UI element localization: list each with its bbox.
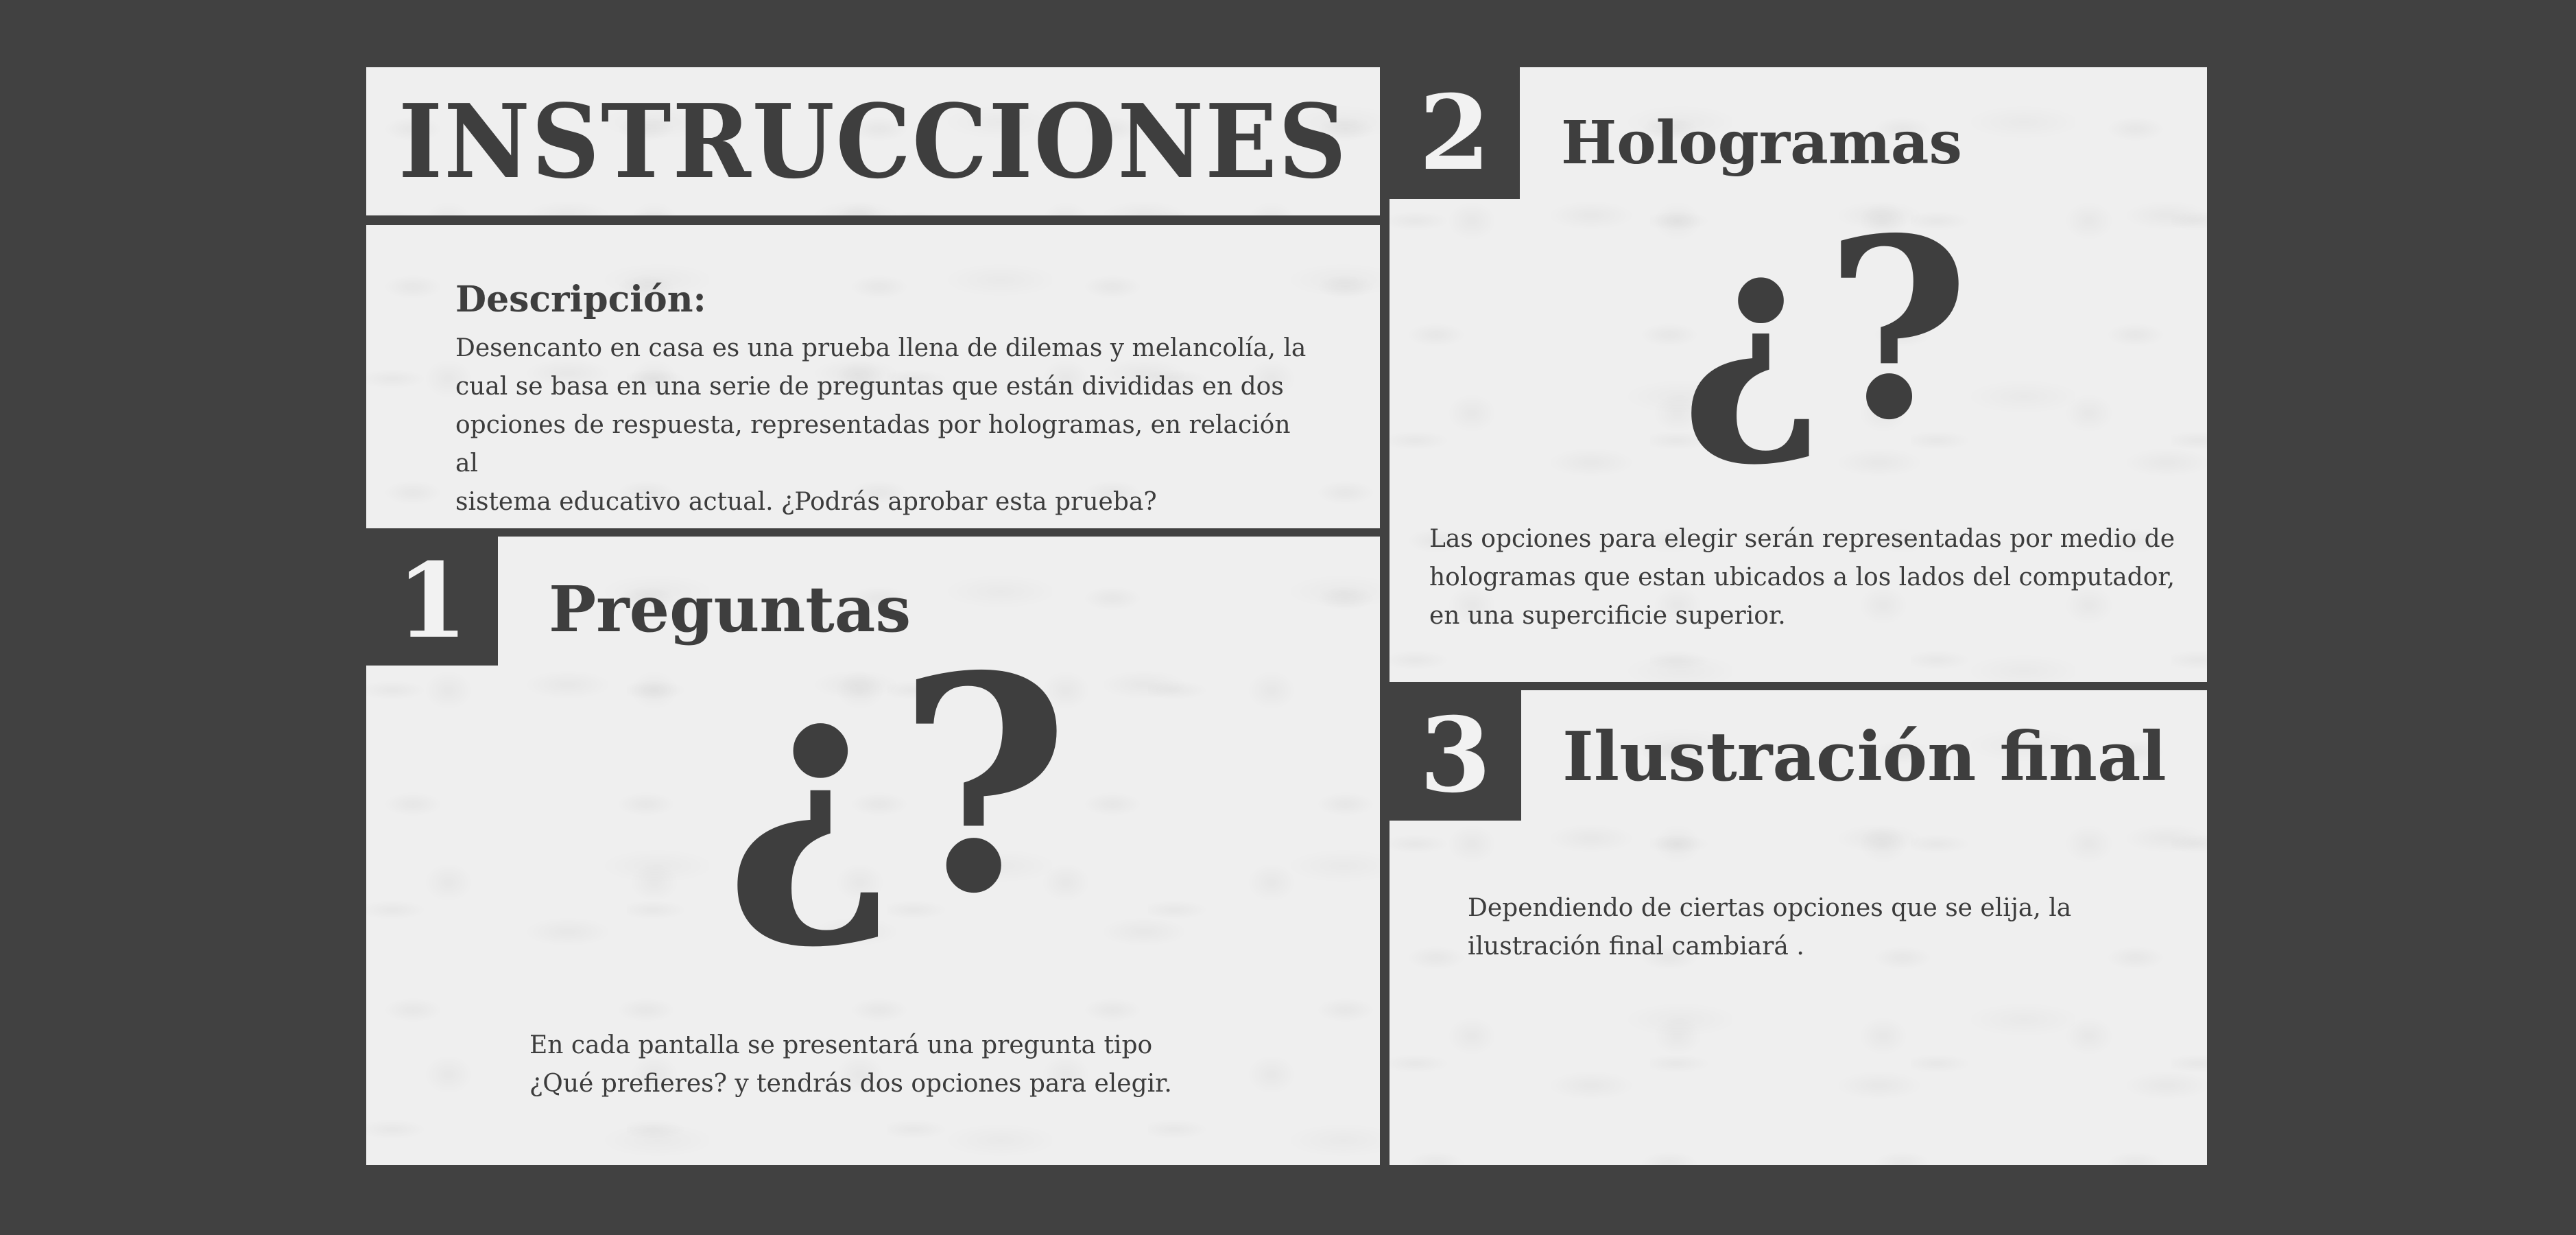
section-1-title: Preguntas	[549, 572, 911, 646]
description-line: opciones de respuesta, representadas por hologramas, en relación al	[455, 411, 1291, 478]
description-line: Desencanto en casa es una prueba llena de dilemas y melancolía, la	[455, 334, 1307, 362]
description-line: sistema educativo actual. ¿Podrás aprobar esta prueba?	[455, 488, 1157, 516]
description-heading: Descripción:	[455, 279, 706, 320]
section-3-line: ilustración final cambiará .	[1468, 932, 1804, 961]
page-title: INSTRUCCIONES	[398, 82, 1348, 201]
section-3-line: Dependiendo de ciertas opciones que se elija, la	[1468, 894, 2072, 922]
section-1-text	[529, 1026, 1311, 1103]
section-2-line: en una supercificie superior.	[1429, 602, 1786, 630]
question-marks-icon: ¿?	[724, 612, 1070, 958]
section-2-line: Las opciones para elegir serán representadas por medio de	[1429, 525, 2175, 553]
description-text	[455, 329, 1320, 521]
section-2-line: hologramas que estan ubicados a los lados del computador,	[1429, 563, 2175, 591]
section-1-line: En cada pantalla se presentará una pregunta tipo	[529, 1031, 1153, 1059]
description-line: cual se basa en una serie de preguntas que están divididas en dos	[455, 373, 1284, 401]
section-1-line: ¿Qué prefieres? y tendrás dos opciones para elegir.	[529, 1070, 1172, 1098]
section-2-title: Hologramas	[1561, 108, 1962, 178]
section-2-text	[1429, 520, 2191, 635]
section-3-title: Ilustración final	[1562, 718, 2167, 797]
section-3-number-badge: 3	[1390, 690, 1521, 821]
section-1-number-badge: 1	[366, 537, 498, 666]
section-3-text	[1468, 889, 2085, 966]
section-2-number-badge: 2	[1390, 67, 1520, 199]
question-marks-icon: ¿?	[1680, 184, 1970, 474]
